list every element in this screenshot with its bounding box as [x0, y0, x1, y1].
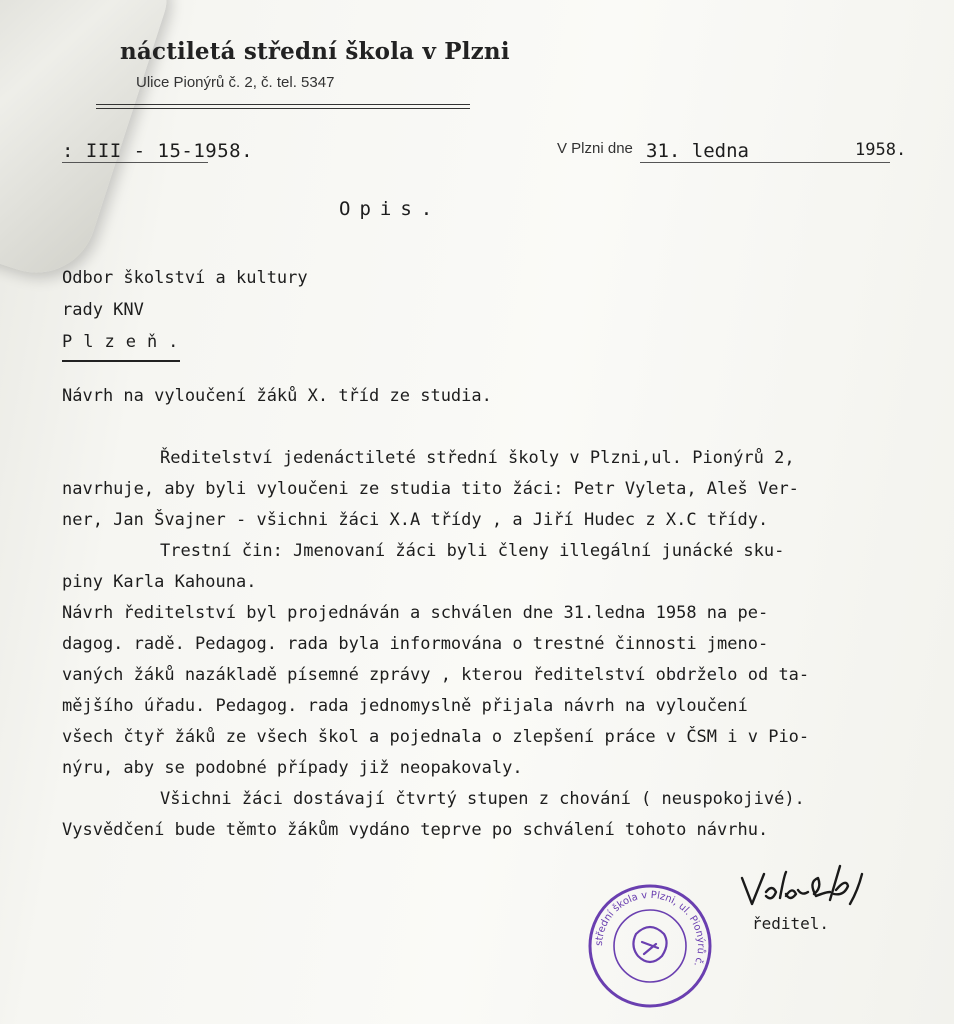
- body-line: piny Karla Kahouna.: [62, 572, 257, 592]
- letterhead-rule: [96, 104, 470, 105]
- body-line: Návrh ředitelství byl projednáván a schválen dne 31.ledna 1958 na pe-: [62, 603, 769, 623]
- letterhead-rule-2: [96, 108, 470, 109]
- recipient-city: Plzeň.: [62, 332, 190, 352]
- recipient-line-1: Odbor školství a kultury: [62, 268, 308, 288]
- recipient-line-2: rady KNV: [62, 300, 144, 320]
- document-heading: Opis.: [339, 198, 442, 220]
- round-school-stamp: [586, 882, 714, 1010]
- body-line: mějšího úřadu. Pedagog. rada jednomyslně přijala návrh na vyloučení: [62, 696, 748, 716]
- date-year: 1958.: [855, 140, 907, 160]
- body-line: Ředitelství jedenáctileté střední školy v Plzni,ul. Pionýrů 2,: [160, 448, 795, 468]
- body-line: Všichni žáci dostávají čtvrtý stupen z chování ( neuspokojivé).: [160, 789, 805, 809]
- letter-subject: Návrh na vyloučení žáků X. tříd ze studia.: [62, 386, 492, 406]
- signatory-title: ředitel.: [752, 914, 830, 933]
- date-prefix: V Plzni dne: [557, 140, 633, 157]
- date-underline: [640, 162, 890, 163]
- letterhead-address: Ulice Pionýrů č. 2, č. tel. 5347: [136, 74, 335, 91]
- body-line: Trestní čin: Jmenovaní žáci byli členy illegální junácké sku-: [160, 541, 785, 561]
- body-line: navrhuje, aby byli vyloučeni ze studia tito žáci: Petr Vyleta, Aleš Ver-: [62, 479, 799, 499]
- body-line: Vysvědčení bude těmto žákům vydáno teprve po schválení tohoto návrhu.: [62, 820, 769, 840]
- body-line: všech čtyř žáků ze všech škol a pojednala o zlepšení práce v ČSM i v Pio-: [62, 727, 810, 747]
- body-line: dagog. radě. Pedagog. rada byla informována o trestné činnosti jmeno-: [62, 634, 769, 654]
- date-day-month: 31. ledna: [646, 140, 749, 162]
- city-underline: [62, 360, 180, 362]
- svg-text:střední škola v Plzni, ul. Pio: střední škola v Plzni, ul. Pionýrů č.: [593, 889, 707, 969]
- reference-underline: [62, 162, 208, 163]
- body-line: vaných žáků nazákladě písemné zprávy , kterou ředitelství obdrželo od ta-: [62, 665, 810, 685]
- body-line: ner, Jan Švajner - všichni žáci X.A třídy , a Jiří Hudec z X.C třídy.: [62, 510, 769, 530]
- body-line: nýru, aby se podobné případy již neopakovaly.: [62, 758, 523, 778]
- letterhead-school-name: náctiletá střední škola v Plzni: [120, 38, 510, 65]
- reference-number: : III - 15-1958.: [62, 140, 254, 162]
- handwritten-signature: [738, 860, 868, 920]
